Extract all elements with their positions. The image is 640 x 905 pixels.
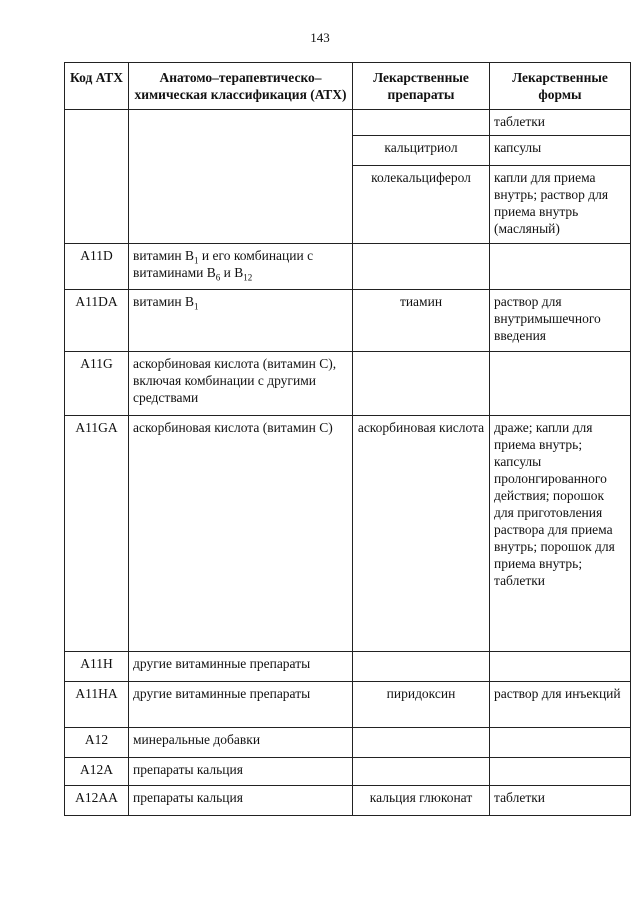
table-row	[65, 352, 631, 416]
table-row	[65, 786, 631, 816]
table-row	[65, 758, 631, 786]
table-header-row	[65, 63, 631, 110]
table-row	[65, 652, 631, 682]
form-cell	[490, 728, 631, 758]
cls-text: и B	[220, 265, 244, 280]
form-cell: раствор для инъекций	[490, 682, 631, 728]
cls-text: витамин B	[133, 294, 195, 309]
drug-cell	[353, 758, 490, 786]
form-cell: таблетки	[490, 786, 631, 816]
classification-cell: другие витаминные препараты	[129, 682, 353, 728]
classification-cell: аскорбиновая кислота (витамин C), включая комбинации с другими средствами	[129, 352, 353, 416]
cls-text: витамин B	[133, 248, 195, 263]
form-cell: капсулы	[490, 136, 631, 166]
code-cell: A12A	[65, 758, 129, 786]
classification-cell: минеральные добавки	[129, 728, 353, 758]
subscript: 1	[194, 301, 199, 312]
classification-cell: другие витаминные препараты	[129, 652, 353, 682]
classification-cell	[129, 290, 353, 352]
header-code: Код АТХ	[65, 63, 129, 110]
table-row	[65, 244, 631, 290]
form-cell: капли для приема внутрь; раствор для приема внутрь (масляный)	[490, 166, 631, 244]
drug-cell	[353, 352, 490, 416]
form-cell	[490, 352, 631, 416]
drug-cell	[353, 110, 490, 136]
classification-cell: препараты кальция	[129, 758, 353, 786]
code-cell	[65, 110, 129, 244]
form-cell	[490, 758, 631, 786]
code-cell: A11D	[65, 244, 129, 290]
table-row	[65, 290, 631, 352]
cls-text: и его комбинации с витаминами B	[133, 248, 314, 280]
drug-cell	[353, 652, 490, 682]
code-cell: A11G	[65, 352, 129, 416]
subscript: 6	[215, 272, 221, 283]
classification-cell: препараты кальция	[129, 786, 353, 816]
table-row	[65, 416, 631, 652]
drug-cell: пиридоксин	[353, 682, 490, 728]
code-cell: A11DA	[65, 290, 129, 352]
drug-cell	[353, 244, 490, 290]
subscript: 1	[194, 255, 199, 266]
drug-cell: кальция глюконат	[353, 786, 490, 816]
form-cell	[490, 244, 631, 290]
table-row	[65, 682, 631, 728]
header-classification: Анатомо–терапевтическо–химическая классификация (АТХ)	[129, 63, 353, 110]
form-cell: драже; капли для приема внутрь; капсулы пролонгированного действия; порошок для приготовления раствора для приема внутрь; порошок для приема внутрь; таблетки	[490, 416, 631, 652]
table-row	[65, 728, 631, 758]
table-row	[65, 110, 631, 136]
code-cell: A12AA	[65, 786, 129, 816]
code-cell: A12	[65, 728, 129, 758]
form-cell: таблетки	[490, 110, 631, 136]
atx-table	[64, 62, 631, 816]
code-cell: A11GA	[65, 416, 129, 652]
drug-cell	[353, 728, 490, 758]
form-cell	[490, 652, 631, 682]
classification-cell: аскорбиновая кислота (витамин C)	[129, 416, 353, 652]
form-cell: раствор для внутримышечного введения	[490, 290, 631, 352]
drug-cell: тиамин	[353, 290, 490, 352]
drug-cell: аскорбиновая кислота	[353, 416, 490, 652]
classification-cell	[129, 110, 353, 244]
drug-cell: кальцитриол	[353, 136, 490, 166]
header-forms: Лекарственные формы	[490, 63, 631, 110]
drug-cell: колекальциферол	[353, 166, 490, 244]
header-drugs: Лекарственные препараты	[353, 63, 490, 110]
page-number: 143	[310, 30, 330, 45]
code-cell: A11HA	[65, 682, 129, 728]
code-cell: A11H	[65, 652, 129, 682]
classification-cell	[129, 244, 353, 290]
subscript: 12	[243, 272, 253, 283]
